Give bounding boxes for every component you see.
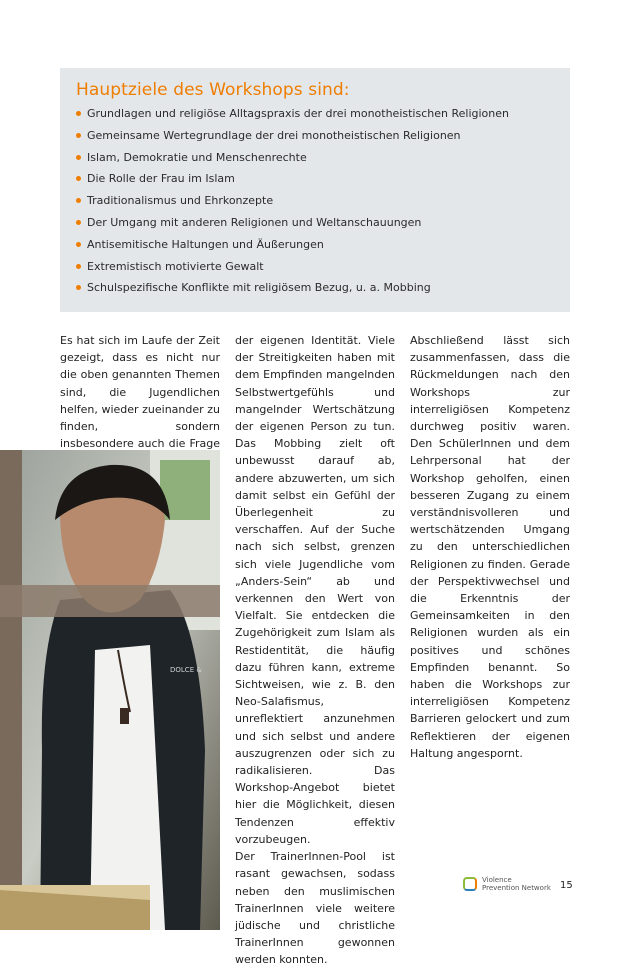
list-item: Traditionalismus und Ehrkonzepte — [76, 195, 554, 207]
text-column-2 — [235, 332, 395, 969]
text-column-1 — [60, 332, 220, 470]
goals-list — [76, 108, 554, 294]
logo-icon — [463, 877, 477, 891]
list-item: Extremistisch motivierte Gewalt — [76, 261, 554, 273]
list-item: Islam, Demokratie und Menschenrechte — [76, 152, 554, 164]
list-item: Gemeinsame Wertegrundlage der drei monotheistischen Religionen — [76, 130, 554, 142]
list-item: Grundlagen und religiöse Alltagspraxis der drei monotheistischen Religionen — [76, 108, 554, 120]
bullet-icon — [76, 155, 81, 160]
paragraph: Abschließend lässt sich zusammenfassen, dass die Rückmeldungen nach den Workshops zur interreligiösen Kompetenz durchweg positiv waren. Den SchülerInnen und dem Lehrpersonal hat der Workshop geholfen, einen besseren Zugang zu einem verständnisvolleren und wertschätzenden Umgang zu den unterschiedlichen Religionen zu finden. Gerade der Perspektivwechsel und die Erkenntnis der Gemeinsamkeiten in den Religionen wurden als ein positives und schönes Empfinden benannt. So haben die Workshops zur interreligiösen Kompetenz Barrieren gelockert und zum Reflektieren der eigenen Haltung angespornt. — [410, 334, 570, 760]
goals-box — [60, 68, 570, 312]
paragraph: Der TrainerInnen-Pool ist rasant gewachsen, sodass neben den muslimischen TrainerInnen viele weitere jüdische und christliche TrainerInnen gewonnen werden konnten. — [235, 850, 395, 967]
bullet-icon — [76, 176, 81, 181]
bullet-icon — [76, 285, 81, 290]
student-reading-illustration — [0, 450, 220, 930]
goals-title: Hauptziele des Workshops sind: — [76, 80, 350, 100]
paragraph: Es hat sich im Laufe der Zeit gezeigt, dass es nicht nur die oben genannten Themen sind, die Jugendlichen helfen, wieder zueinander zu finden, sondern insbesondere auch die Frage — [60, 334, 220, 451]
vpn-logo — [463, 876, 551, 892]
text-column-3 — [410, 332, 570, 762]
bullet-icon — [76, 198, 81, 203]
bullet-icon — [76, 242, 81, 247]
list-item: Die Rolle der Frau im Islam — [76, 173, 554, 185]
page-number: 15 — [560, 880, 573, 891]
shirt-print-text: DOLCE & — [170, 666, 202, 674]
bullet-icon — [76, 133, 81, 138]
list-item: Schulspezifische Konflikte mit religiösem Bezug, u. a. Mobbing — [76, 282, 554, 294]
bullet-icon — [76, 264, 81, 269]
paragraph: der eigenen Identität. Viele der Streitigkeiten haben mit dem Empfinden mangelnden Selbstwertgefühls und mangelnder Wertschätzung der eigenen Person zu tun. Das Mobbing zielt oft unbewusst darauf ab, andere abzuwerten, um sich damit selbst ein Gefühl der Überlegenheit zu verschaffen. Auf der Suche nach sich selbst, grenzen sich viele Jugendliche vom „Anders-Sein“ ab und verkennen den Wert von Vielfalt. Sie entdecken die Zugehörigkeit zum Islam als Restidentität, die häufig dazu führen kann, extreme Sichtweisen, wie z. B. den Neo-Salafismus, unreflektiert anzunehmen und sich selbst und andere auszugrenzen oder sich zu radikalisieren. Das Workshop-Angebot bietet hier die Möglichkeit, diesen Tendenzen effektiv vorzubeugen. — [235, 334, 395, 846]
student-photo — [0, 450, 220, 930]
list-item: Der Umgang mit anderen Religionen und Weltanschauungen — [76, 217, 554, 229]
list-item: Antisemitische Haltungen und Äußerungen — [76, 239, 554, 251]
bullet-icon — [76, 220, 81, 225]
logo-text: Violence Prevention Network — [482, 876, 551, 892]
bullet-icon — [76, 111, 81, 116]
